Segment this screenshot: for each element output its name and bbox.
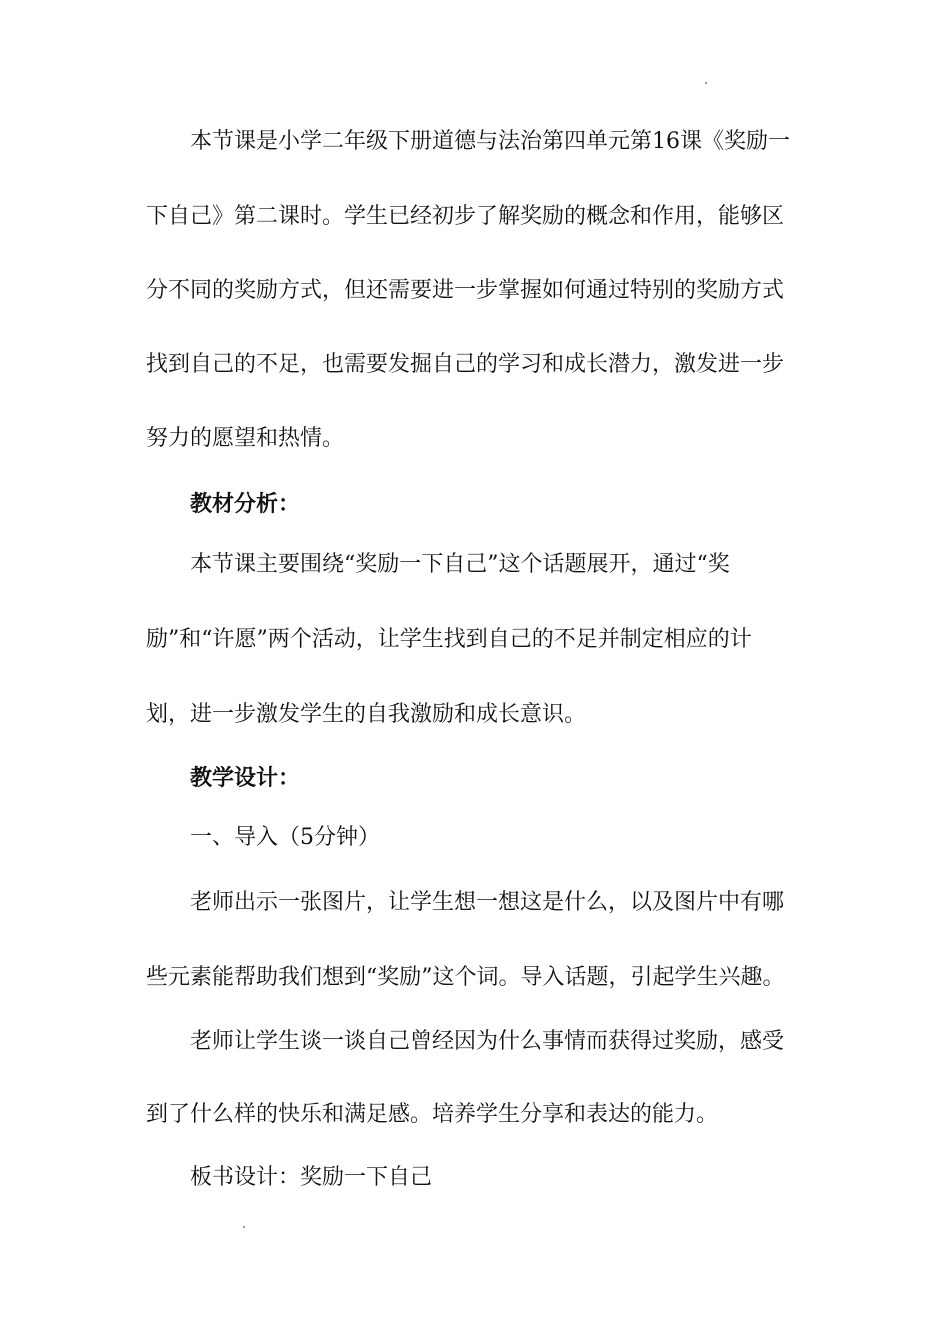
text-line: 老师出示一张图片，让学生想一想这是什么，以及图片中有哪	[190, 890, 785, 915]
page-mark-bottom	[243, 1226, 245, 1228]
text-line: 些元素能帮助我们想到“奖励”这个词。导入话题，引起学生兴趣。	[146, 965, 785, 990]
page-mark-top	[705, 82, 707, 84]
heading-material-analysis: 教材分析：	[190, 492, 301, 517]
text-line: 努力的愿望和热情。	[146, 426, 345, 451]
text-line: 下自己》第二课时。学生已经初步了解奖励的概念和作用，能够区	[146, 204, 785, 229]
section-title-intro: 一、导入（5分钟）	[190, 825, 380, 850]
text-line: 励”和“许愿”两个活动，让学生找到自己的不足并制定相应的计	[146, 627, 752, 652]
text-line: 找到自己的不足，也需要发掘自己的学习和成长潜力，激发进一步	[146, 352, 785, 377]
board-design: 板书设计：奖励一下自己	[190, 1165, 433, 1190]
text-line: 本节课是小学二年级下册道德与法治第四单元第16课《奖励一	[190, 129, 790, 154]
text-line: 到了什么样的快乐和满足感。培养学生分享和表达的能力。	[146, 1102, 719, 1127]
text-line: 分不同的奖励方式，但还需要进一步掌握如何通过特别的奖励方式	[146, 278, 785, 303]
text-line: 本节课主要围绕“奖励一下自己”这个话题展开，通过“奖	[190, 552, 730, 577]
text-line: 老师让学生谈一谈自己曾经因为什么事情而获得过奖励，感受	[190, 1029, 785, 1054]
text-line: 划，进一步激发学生的自我激励和成长意识。	[146, 702, 587, 727]
heading-teaching-design: 教学设计：	[190, 766, 301, 791]
